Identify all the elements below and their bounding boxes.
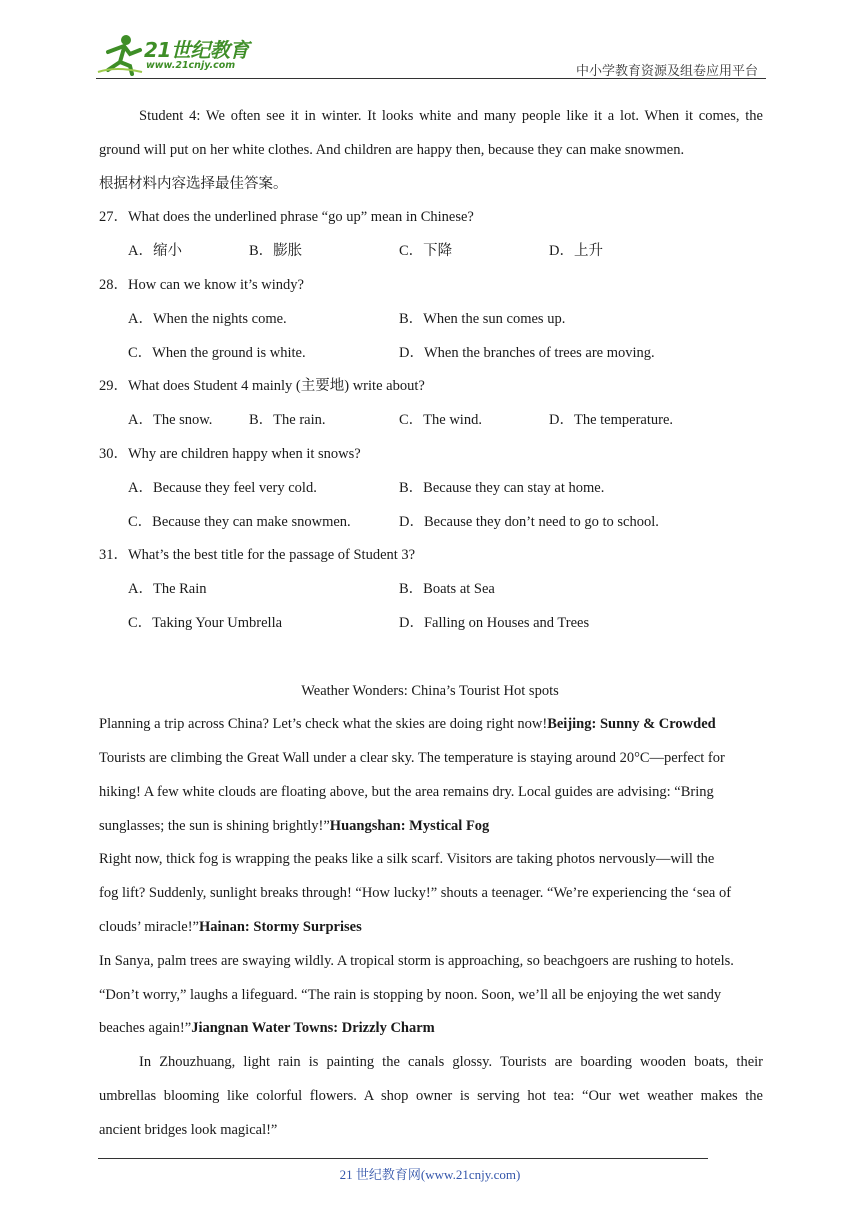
article-text: Planning a trip across China? Let’s check what the skies are doing right now! bbox=[99, 716, 548, 732]
option-d[interactable]: D．When the branches of trees are moving. bbox=[399, 345, 655, 361]
option-a[interactable]: A．When the nights come. bbox=[128, 311, 287, 327]
runner-logo-icon bbox=[96, 32, 144, 76]
option-c[interactable]: C．Taking Your Umbrella bbox=[128, 615, 283, 631]
article-line: In Sanya, palm trees are swaying wildly. A tropical storm is approaching, so beachgoers are rushing to hotels. bbox=[99, 953, 734, 969]
passage-line: Student 4: We often see it in winter. It looks white and many people like it a lot. When it comes, the bbox=[139, 108, 763, 124]
option-d[interactable]: D．Falling on Houses and Trees bbox=[399, 615, 590, 631]
article-line: hiking! A few white clouds are floating above, but the area remains dry. Local guides are advising: “Bring bbox=[99, 784, 714, 800]
question-stem: 31．What’s the best title for the passage of Student 3? bbox=[99, 547, 416, 563]
article-line bbox=[99, 816, 489, 836]
option-d[interactable]: D．The temperature. bbox=[549, 412, 674, 428]
option-b[interactable]: B．膨胀 bbox=[249, 243, 303, 259]
section-heading: Huangshan: Mystical Fog bbox=[329, 818, 490, 834]
option-a[interactable]: A．缩小 bbox=[128, 243, 182, 259]
section-heading: Beijing: Sunny & Crowded bbox=[547, 716, 716, 732]
article-line: ancient bridges look magical!” bbox=[99, 1122, 278, 1138]
option-a[interactable]: A．Because they feel very cold. bbox=[128, 480, 317, 496]
logo bbox=[96, 32, 266, 76]
passage-line: ground will put on her white clothes. And children are happy then, because they can make snowmen. bbox=[99, 142, 685, 158]
option-b[interactable]: B．Boats at Sea bbox=[399, 581, 495, 597]
option-c[interactable]: C．下降 bbox=[399, 243, 453, 259]
question-stem: 29．What does Student 4 mainly (主要地) write about? bbox=[99, 378, 425, 394]
option-a[interactable]: A．The snow. bbox=[128, 412, 213, 428]
question-stem: 28．How can we know it’s windy? bbox=[99, 277, 304, 293]
article-line: Tourists are climbing the Great Wall under a clear sky. The temperature is staying around 20°C—perfect for bbox=[99, 750, 725, 766]
article-line: fog lift? Suddenly, sunlight breaks through! “How lucky!” shouts a teenager. “We’re experiencing the ‘sea of bbox=[99, 885, 732, 901]
option-b[interactable]: B．The rain. bbox=[249, 412, 326, 428]
logo-text: 21世纪教育 bbox=[144, 38, 249, 62]
question-stem: 27．What does the underlined phrase “go up” mean in Chinese? bbox=[99, 209, 474, 225]
option-a[interactable]: A．The Rain bbox=[128, 581, 207, 597]
article-line bbox=[99, 917, 362, 937]
option-c[interactable]: C．When the ground is white. bbox=[128, 345, 306, 361]
option-b[interactable]: B．Because they can stay at home. bbox=[399, 480, 605, 496]
option-d[interactable]: D．上升 bbox=[549, 243, 603, 259]
instruction: 根据材料内容选择最佳答案。 bbox=[99, 176, 288, 192]
option-d[interactable]: D．Because they don’t need to go to school. bbox=[399, 514, 659, 530]
article-text: sunglasses; the sun is shining brightly!” bbox=[99, 818, 330, 834]
option-c[interactable]: C．Because they can make snowmen. bbox=[128, 514, 351, 530]
article-line bbox=[99, 714, 716, 734]
article-title: Weather Wonders: China’s Tourist Hot spots bbox=[301, 683, 559, 699]
question-stem: 30．Why are children happy when it snows? bbox=[99, 446, 361, 462]
article-line: umbrellas blooming like colorful flowers. A shop owner is serving hot tea: “Our wet weather makes the bbox=[99, 1088, 763, 1104]
article-line: Right now, thick fog is wrapping the peaks like a silk scarf. Visitors are taking photos nervously—will the bbox=[99, 851, 715, 867]
header-platform-name: 中小学教育资源及组卷应用平台 bbox=[575, 63, 758, 78]
article-line: In Zhouzhuang, light rain is painting the canals glossy. Tourists are boarding wooden boats, their bbox=[139, 1054, 763, 1070]
section-heading: Hainan: Stormy Surprises bbox=[198, 919, 362, 935]
logo-url: www.21cnjy.com bbox=[146, 60, 236, 71]
article-line: “Don’t worry,” laughs a lifeguard. “The rain is stopping by noon. Soon, we’ll all be enjoying the wet sandy bbox=[99, 987, 722, 1003]
article-text: clouds’ miracle!” bbox=[99, 919, 199, 935]
section-heading: Jiangnan Water Towns: Drizzly Charm bbox=[191, 1020, 435, 1036]
page-header bbox=[96, 30, 766, 79]
option-b[interactable]: B．When the sun comes up. bbox=[399, 311, 566, 327]
footer-link[interactable]: 21 世纪教育网(www.21cnjy.com) bbox=[339, 1167, 521, 1182]
option-c[interactable]: C．The wind. bbox=[399, 412, 482, 428]
article-text: beaches again!” bbox=[99, 1020, 192, 1036]
article-line bbox=[99, 1018, 435, 1038]
footer-divider bbox=[98, 1158, 708, 1159]
